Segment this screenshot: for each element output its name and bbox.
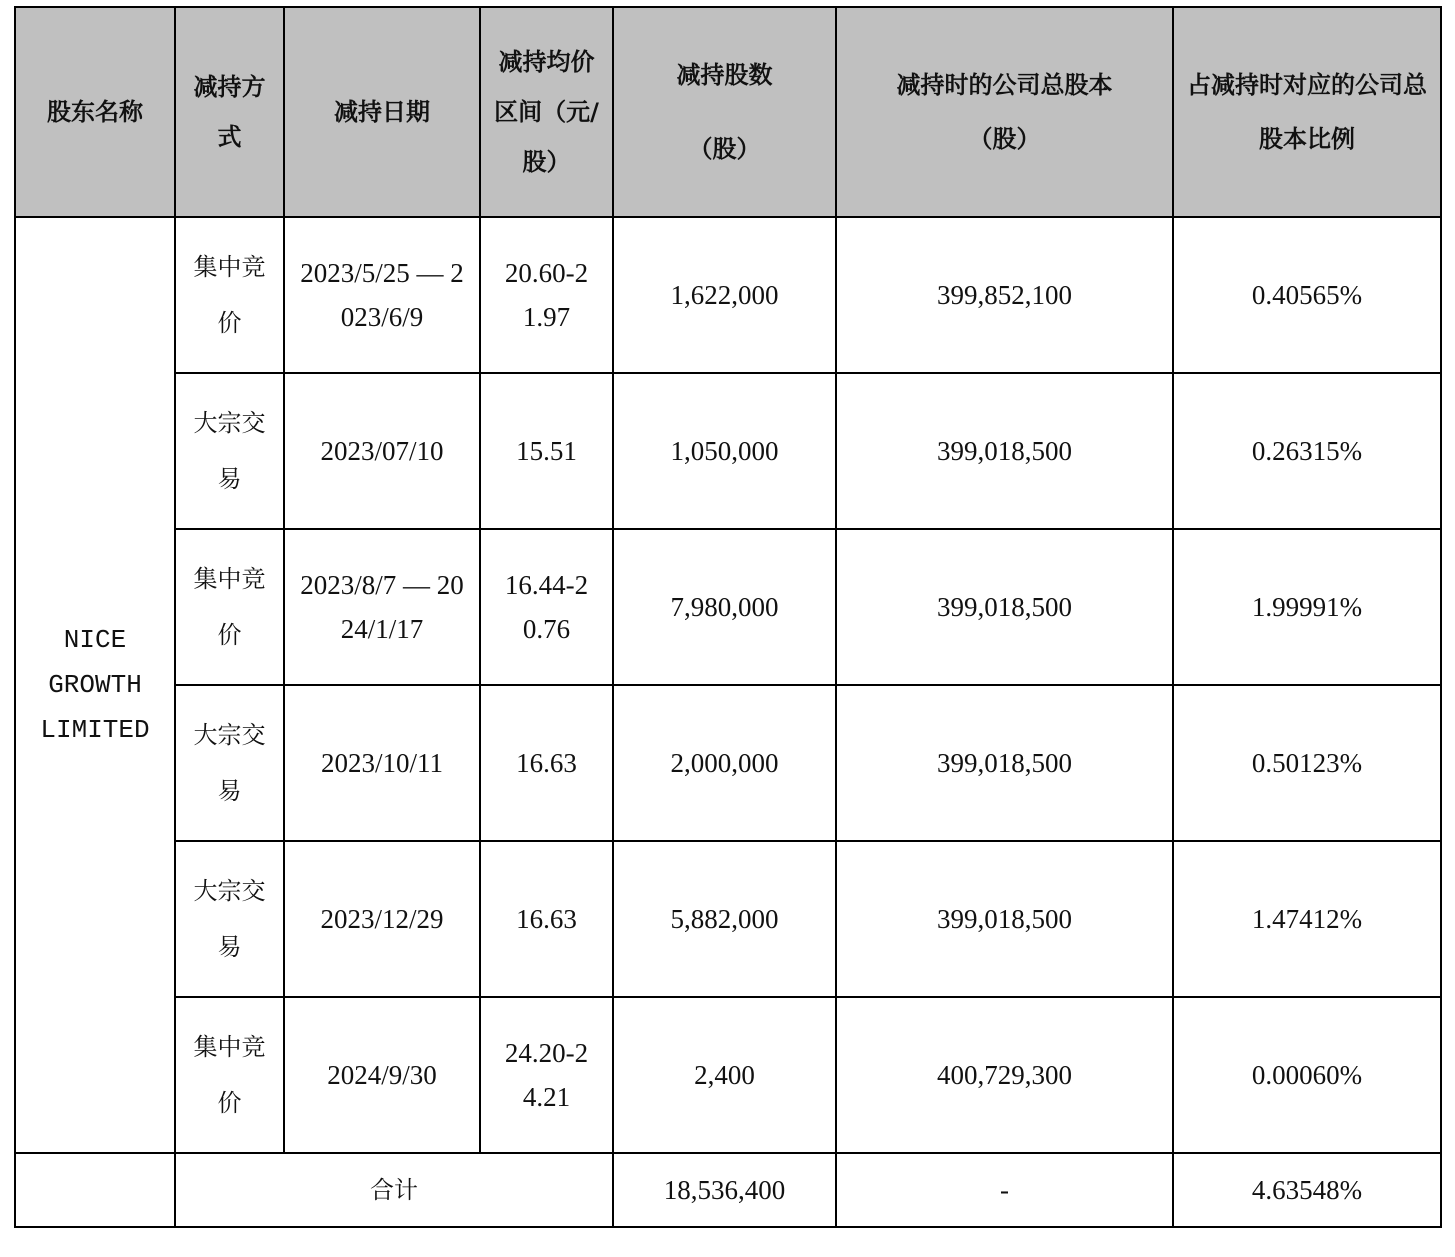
method-cell: 集中竞价 <box>175 217 284 373</box>
header-price: 减持均价区间（元/股） <box>480 7 613 217</box>
method-cell: 大宗交易 <box>175 841 284 997</box>
total-ratio-cell: 4.63548% <box>1173 1153 1441 1227</box>
date-cell: 2023/5/25 — 2023/6/9 <box>284 217 480 373</box>
ratio-cell: 1.47412% <box>1173 841 1441 997</box>
total-capital-cell: 399,018,500 <box>836 529 1173 685</box>
price-cell: 15.51 <box>480 373 613 529</box>
header-holder: 股东名称 <box>15 7 175 217</box>
header-ratio: 占减持时对应的公司总股本比例 <box>1173 7 1441 217</box>
header-shares: 减持股数（股） <box>613 7 836 217</box>
table-row <box>15 217 1441 373</box>
ratio-cell: 0.50123% <box>1173 685 1441 841</box>
table-row <box>15 373 1441 529</box>
price-cell: 16.63 <box>480 841 613 997</box>
ratio-cell: 0.40565% <box>1173 217 1441 373</box>
shares-cell: 1,050,000 <box>613 373 836 529</box>
total-capital-cell: 400,729,300 <box>836 997 1173 1153</box>
method-cell: 大宗交易 <box>175 373 284 529</box>
header-total-capital: 减持时的公司总股本（股） <box>836 7 1173 217</box>
shares-cell: 7,980,000 <box>613 529 836 685</box>
price-cell: 24.20-24.21 <box>480 997 613 1153</box>
method-cell: 集中竞价 <box>175 529 284 685</box>
total-capital-cell: - <box>836 1153 1173 1227</box>
total-capital-cell: 399,852,100 <box>836 217 1173 373</box>
header-row <box>15 7 1441 217</box>
shareholding-reduction-table <box>14 6 1442 1228</box>
date-cell: 2024/9/30 <box>284 997 480 1153</box>
date-cell: 2023/12/29 <box>284 841 480 997</box>
total-empty-cell <box>15 1153 175 1227</box>
header-date: 减持日期 <box>284 7 480 217</box>
price-cell: 16.44-20.76 <box>480 529 613 685</box>
table-row <box>15 841 1441 997</box>
method-cell: 集中竞价 <box>175 997 284 1153</box>
shares-cell: 1,622,000 <box>613 217 836 373</box>
table-row <box>15 997 1441 1153</box>
total-row <box>15 1153 1441 1227</box>
shares-cell: 2,000,000 <box>613 685 836 841</box>
date-cell: 2023/10/11 <box>284 685 480 841</box>
date-cell: 2023/8/7 — 2024/1/17 <box>284 529 480 685</box>
price-cell: 20.60-21.97 <box>480 217 613 373</box>
total-capital-cell: 399,018,500 <box>836 373 1173 529</box>
table-row <box>15 529 1441 685</box>
ratio-cell: 0.26315% <box>1173 373 1441 529</box>
ratio-cell: 0.00060% <box>1173 997 1441 1153</box>
total-shares-cell: 18,536,400 <box>613 1153 836 1227</box>
method-cell: 大宗交易 <box>175 685 284 841</box>
holder-name-cell: NICE GROWTH LIMITED <box>15 217 175 1153</box>
ratio-cell: 1.99991% <box>1173 529 1441 685</box>
date-cell: 2023/07/10 <box>284 373 480 529</box>
total-capital-cell: 399,018,500 <box>836 685 1173 841</box>
table-row <box>15 685 1441 841</box>
total-capital-cell: 399,018,500 <box>836 841 1173 997</box>
total-label-cell: 合计 <box>175 1153 613 1227</box>
shares-cell: 5,882,000 <box>613 841 836 997</box>
header-method: 减持方式 <box>175 7 284 217</box>
shares-cell: 2,400 <box>613 997 836 1153</box>
price-cell: 16.63 <box>480 685 613 841</box>
